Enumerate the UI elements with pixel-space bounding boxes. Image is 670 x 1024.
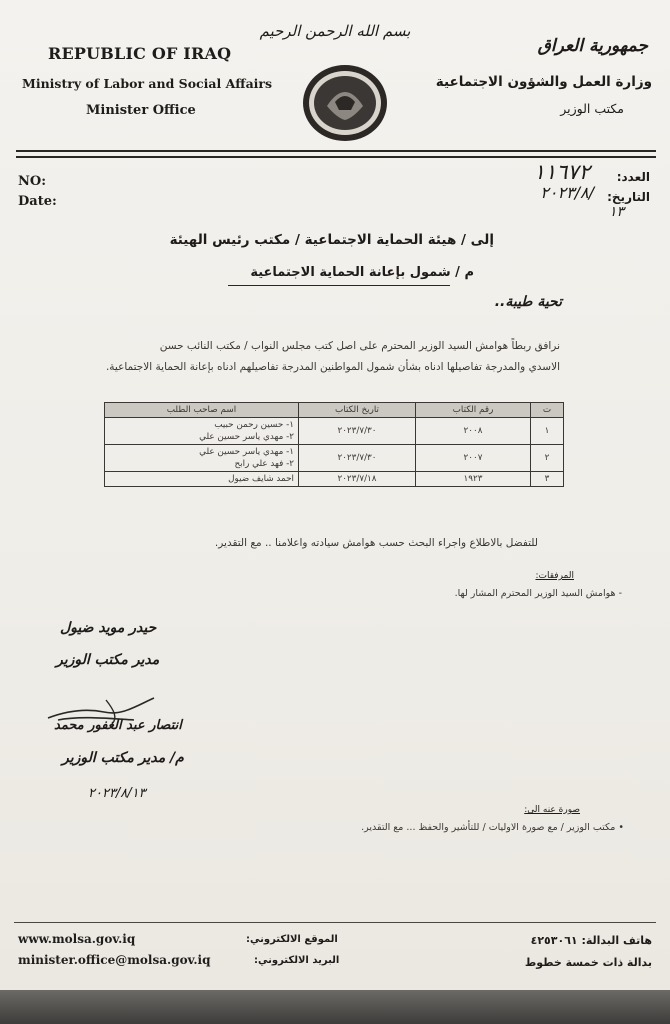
table-header-row: [105, 403, 564, 418]
signatory-2-name: انتصار عبد الغفور محمد: [54, 718, 182, 733]
subject: م / شمول بإعانة الحماية الاجتماعية: [250, 265, 474, 280]
header-ministry-ar: وزارة العمل والشؤون الاجتماعية: [435, 74, 652, 90]
cc-item: • مكتب الوزير / مع صورة الاوليات / للتأشير والحفظ ... مع التقدير.: [361, 822, 624, 833]
signatory-1-name: حيدر مويد ضيول: [60, 620, 157, 636]
cell-number: ١٩٢٣: [416, 472, 531, 487]
cell-date: ٢٠٢٣/٧/٣٠: [299, 418, 416, 445]
body-paragraph-line-1: نرافق ربطاً هوامش السيد الوزير المحترم على اصل كتب مجلس النواب / مكتب النائب حسن: [159, 340, 560, 352]
header-country-en: REPUBLIC OF IRAQ: [48, 44, 232, 63]
cell-name-line: احمد شايف ضيول: [228, 474, 294, 484]
header-office-ar: مكتب الوزير: [560, 101, 624, 116]
cell-date: ٢٠٢٣/٧/١٨: [299, 472, 416, 487]
table-row: [105, 418, 564, 445]
table-row: [105, 472, 564, 487]
cell-seq: ١: [531, 418, 564, 445]
header-rule-top: [16, 150, 656, 152]
greeting: تحية طيبة..: [494, 294, 562, 310]
reference-number: ١١٦٧٢: [533, 160, 590, 184]
cell-name-line: ١- حسين رحمن حبيب: [214, 420, 294, 430]
footer-email: minister.office@molsa.gov.iq: [18, 953, 211, 967]
cell-date: ٢٠٢٣/٧/٣٠: [299, 445, 416, 472]
cell-number: ٢٠٠٧: [416, 445, 531, 472]
reference-date: ٢٠٢٣/٨/: [540, 183, 594, 202]
header-ministry-en: Ministry of Labor and Social Affairs: [22, 76, 273, 91]
ministry-emblem-icon: [297, 62, 393, 144]
cc-label: صورة عنه الى:: [524, 805, 580, 815]
closing-line: للتفضل بالاطلاع واجراء البحث حسب هوامش سيادته واعلامنا .. مع التقدير.: [214, 537, 538, 549]
cell-name-line: ٢- فهد علي رابح: [234, 459, 294, 469]
header-country-ar: جمهورية العراق: [537, 36, 648, 56]
body-paragraph-line-2: الاسدي والمدرجة تفاصيلها ادناه بشأن شمول المواطنين المدرجة تفاصيلهم ادناه بإعانة الحماية الاجتماعية.: [105, 361, 560, 373]
cell-name: [105, 418, 299, 445]
ar-no-label: العدد:: [616, 170, 650, 184]
footer-pbx: بدالة ذات خمسة خطوط: [524, 956, 652, 969]
cell-seq: ٢: [531, 445, 564, 472]
cell-seq: ٣: [531, 472, 564, 487]
table-row: [105, 445, 564, 472]
col-header-seq: ت: [531, 403, 564, 418]
signatory-2-title: م/ مدير مكتب الوزير: [62, 750, 184, 766]
col-header-date: تاريخ الكتاب: [299, 403, 416, 418]
attachment-item: - هوامش السيد الوزير المحترم المشار لها.: [454, 588, 622, 599]
no-label: NO:: [18, 174, 47, 189]
date-label: Date:: [18, 194, 57, 209]
footer-email-label: البريد الالكتروني:: [254, 955, 340, 966]
addressee: إلى / هيئة الحماية الاجتماعية / مكتب رئيس الهيئة: [169, 232, 494, 248]
cell-name: [105, 445, 299, 472]
footer-website-label: الموقع الالكتروني:: [246, 934, 338, 945]
requests-table: [104, 402, 564, 487]
cell-number: ٢٠٠٨: [416, 418, 531, 445]
col-header-number: رقم الكتاب: [416, 403, 531, 418]
attachments-label: المرفقات:: [535, 571, 574, 581]
footer-rule: [14, 922, 656, 923]
header-office-en: Minister Office: [86, 103, 196, 118]
col-header-name: اسم صاحب الطلب: [105, 403, 299, 418]
signature-date: ٢٠٢٣/٨/١٣: [88, 786, 146, 801]
reference-date-day: ١٣: [608, 204, 624, 220]
photo-bottom-edge: [0, 990, 670, 1024]
ar-date-label: التاريخ:: [607, 190, 650, 204]
footer-phone: هاتف البدالة: ٤٢٥٣٠٦١: [530, 934, 652, 947]
cell-name-line: ٢- مهدي ياسر حسين علي: [199, 432, 294, 442]
basmala-calligraphy: بسم الله الرحمن الرحيم: [259, 22, 411, 40]
subject-underline: [228, 285, 450, 286]
footer-website: www.molsa.gov.iq: [18, 932, 136, 946]
signatory-1-title: مدير مكتب الوزير: [56, 652, 160, 668]
cell-name: [105, 472, 299, 487]
cell-name-line: ١- مهدي ياسر حسين علي: [199, 447, 294, 457]
header-rule-bottom: [16, 156, 656, 158]
